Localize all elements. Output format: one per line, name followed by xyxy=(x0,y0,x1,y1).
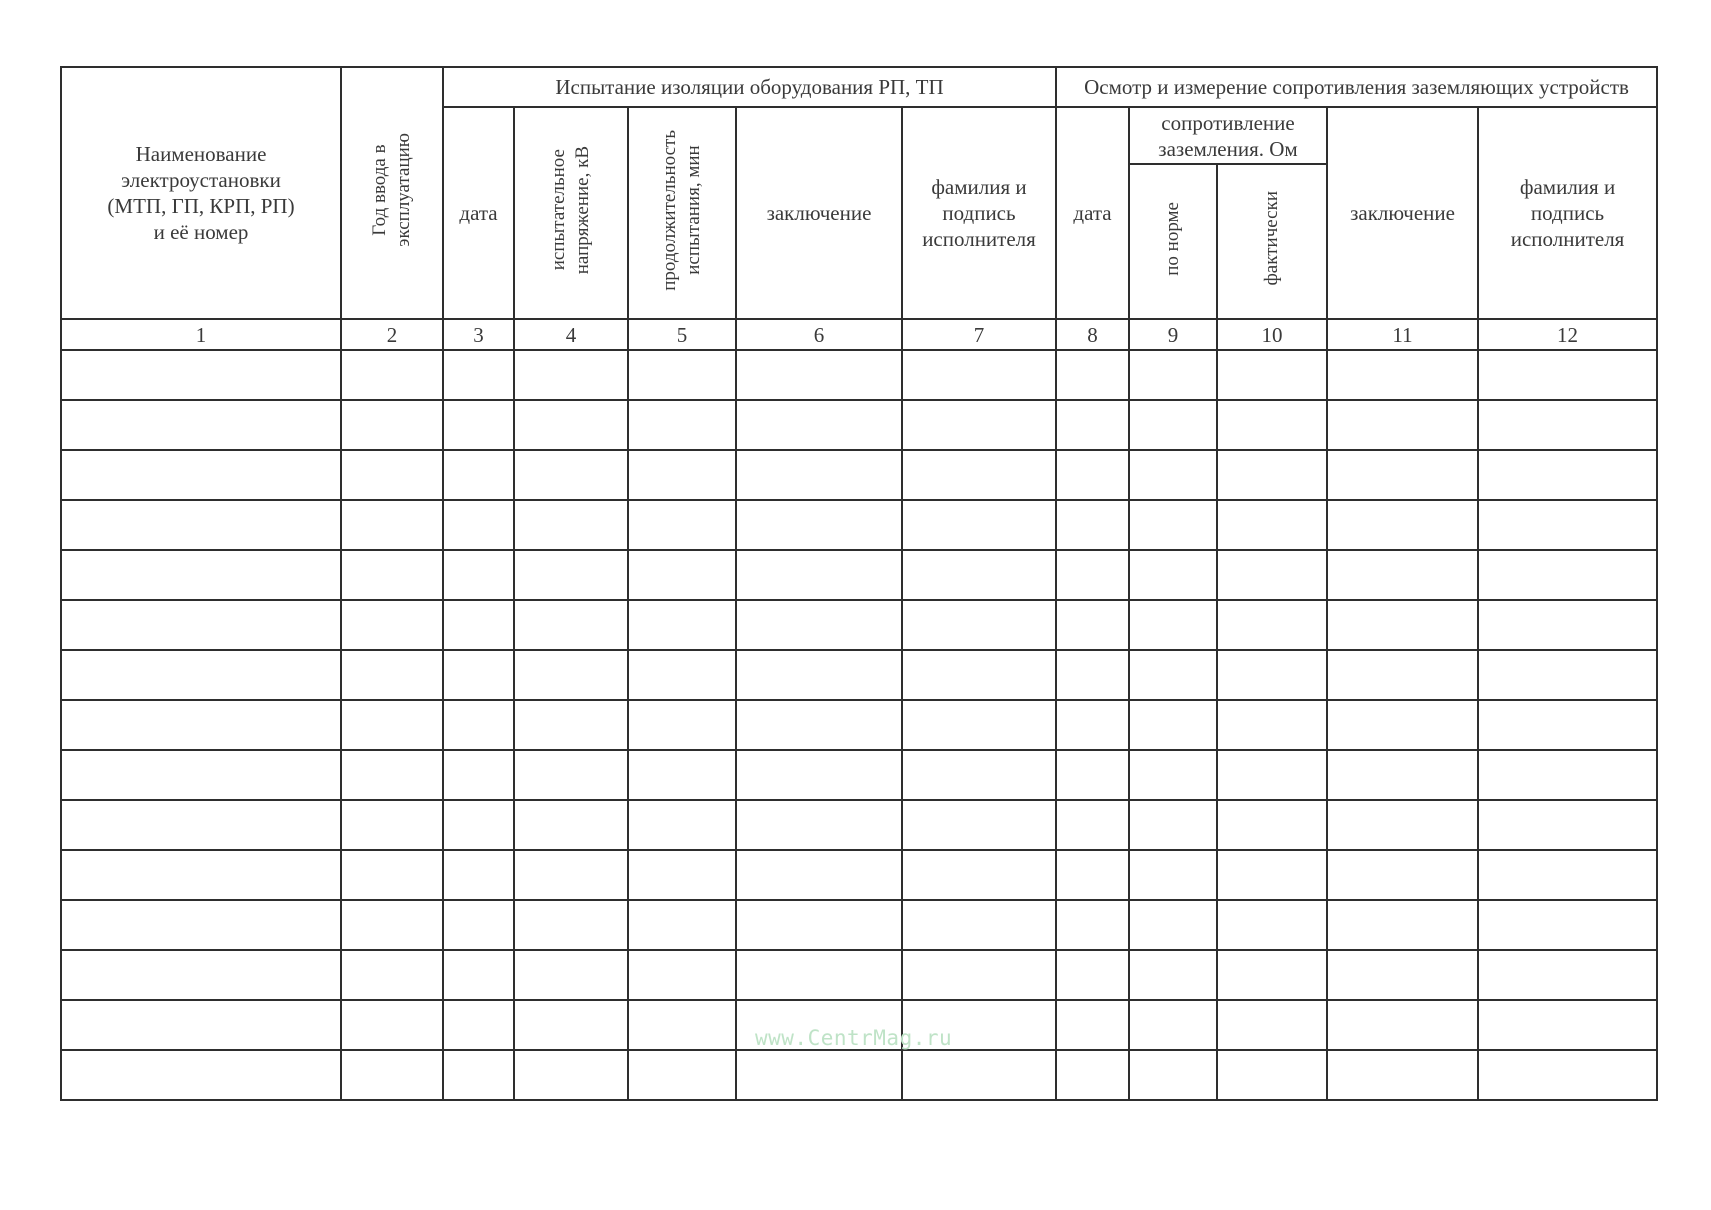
table-cell[interactable] xyxy=(1217,750,1327,800)
table-cell[interactable] xyxy=(1327,400,1478,450)
header-test-duration xyxy=(628,107,736,319)
table-cell[interactable] xyxy=(1129,350,1217,400)
table-cell[interactable] xyxy=(628,800,736,850)
table-cell[interactable] xyxy=(61,950,341,1000)
table-cell[interactable] xyxy=(1217,350,1327,400)
table-cell[interactable] xyxy=(443,400,514,450)
header-grounding-signature-text: фамилия и подпись исполнителя xyxy=(1510,175,1625,251)
table-cell[interactable] xyxy=(628,350,736,400)
column-number-cell: 10 xyxy=(1217,319,1327,350)
table-cell[interactable] xyxy=(1327,850,1478,900)
table-cell[interactable] xyxy=(514,800,628,850)
header-test-voltage-text: испытательное напряжение, кВ xyxy=(548,145,593,275)
table-cell[interactable] xyxy=(1478,350,1657,400)
table-cell[interactable] xyxy=(1327,900,1478,950)
table-cell[interactable] xyxy=(341,750,443,800)
table-cell[interactable] xyxy=(443,1050,514,1100)
table-cell[interactable] xyxy=(514,950,628,1000)
table-cell[interactable] xyxy=(1327,600,1478,650)
header-insulation-date: дата xyxy=(443,107,514,319)
table-cell[interactable] xyxy=(1129,550,1217,600)
header-commission-year-text: Год ввода в эксплуатацию xyxy=(369,133,414,247)
watermark-text: www.CentrMag.ru xyxy=(755,1026,953,1050)
table-cell[interactable] xyxy=(61,850,341,900)
column-number-row xyxy=(61,319,1657,350)
table-cell[interactable] xyxy=(1478,500,1657,550)
table-cell[interactable] xyxy=(1217,700,1327,750)
table-cell[interactable] xyxy=(1056,800,1129,850)
table-cell[interactable] xyxy=(514,450,628,500)
table-cell[interactable] xyxy=(443,650,514,700)
table-cell[interactable] xyxy=(1129,950,1217,1000)
table-cell[interactable] xyxy=(341,1050,443,1100)
header-insulation-signature-text: фамилия и подпись исполнителя xyxy=(922,175,1036,251)
table-cell[interactable] xyxy=(1056,550,1129,600)
table-cell[interactable] xyxy=(902,500,1056,550)
table-cell[interactable] xyxy=(1217,500,1327,550)
table-cell[interactable] xyxy=(514,1050,628,1100)
table-cell[interactable] xyxy=(1327,1000,1478,1050)
table-cell[interactable] xyxy=(61,900,341,950)
table-cell[interactable] xyxy=(1327,650,1478,700)
table-cell[interactable] xyxy=(1056,350,1129,400)
table-cell[interactable] xyxy=(443,450,514,500)
table-cell[interactable] xyxy=(443,700,514,750)
table-cell[interactable] xyxy=(514,1000,628,1050)
table-cell[interactable] xyxy=(61,750,341,800)
table-row xyxy=(61,900,1657,950)
table-row xyxy=(61,400,1657,450)
table-cell[interactable] xyxy=(902,700,1056,750)
column-number-cell: 12 xyxy=(1478,319,1657,350)
table-cell[interactable] xyxy=(628,850,736,900)
table-cell[interactable] xyxy=(736,450,902,500)
table-cell[interactable] xyxy=(443,350,514,400)
column-number-cell: 8 xyxy=(1056,319,1129,350)
table-row xyxy=(61,600,1657,650)
table-cell[interactable] xyxy=(902,850,1056,900)
header-test-duration-text: продолжительность испытания, мин xyxy=(659,129,704,291)
table-cell[interactable] xyxy=(1129,500,1217,550)
table-cell[interactable] xyxy=(1056,900,1129,950)
table-cell[interactable] xyxy=(1478,400,1657,450)
table-cell[interactable] xyxy=(341,600,443,650)
column-number-cell: 4 xyxy=(514,319,628,350)
table-cell[interactable] xyxy=(443,850,514,900)
table-cell[interactable] xyxy=(902,450,1056,500)
table-cell[interactable] xyxy=(1056,750,1129,800)
table-row xyxy=(61,700,1657,750)
table-cell[interactable] xyxy=(1129,450,1217,500)
header-grounding-resistance xyxy=(1129,107,1327,164)
table-cell[interactable] xyxy=(736,750,902,800)
table-cell[interactable] xyxy=(736,500,902,550)
table-cell[interactable] xyxy=(902,1050,1056,1100)
table-cell[interactable] xyxy=(61,1050,341,1100)
table-cell[interactable] xyxy=(736,900,902,950)
table-cell[interactable] xyxy=(1478,450,1657,500)
table-cell[interactable] xyxy=(443,600,514,650)
table-row xyxy=(61,750,1657,800)
table-cell[interactable] xyxy=(1478,750,1657,800)
header-group-grounding-inspection: Осмотр и измерение сопротивления заземляющих устройств xyxy=(1056,67,1657,107)
header-resistance-actual xyxy=(1217,164,1327,319)
table-cell[interactable] xyxy=(902,800,1056,850)
table-cell[interactable] xyxy=(443,500,514,550)
table-cell[interactable] xyxy=(514,400,628,450)
table-cell[interactable] xyxy=(1217,850,1327,900)
table-cell[interactable] xyxy=(1478,1050,1657,1100)
table-cell[interactable] xyxy=(443,550,514,600)
table-cell[interactable] xyxy=(61,600,341,650)
table-cell[interactable] xyxy=(1217,1000,1327,1050)
table-cell[interactable] xyxy=(61,500,341,550)
table-cell[interactable] xyxy=(341,850,443,900)
table-cell[interactable] xyxy=(1478,650,1657,700)
table-cell[interactable] xyxy=(1129,800,1217,850)
table-cell[interactable] xyxy=(61,650,341,700)
header-test-voltage xyxy=(514,107,628,319)
table-cell[interactable] xyxy=(736,700,902,750)
table-cell[interactable] xyxy=(1478,1000,1657,1050)
table-cell[interactable] xyxy=(628,400,736,450)
journal-table xyxy=(60,66,1658,1101)
table-cell[interactable] xyxy=(514,900,628,950)
table-cell[interactable] xyxy=(341,800,443,850)
table-row xyxy=(61,950,1657,1000)
table-cell[interactable] xyxy=(628,750,736,800)
table-cell[interactable] xyxy=(1327,950,1478,1000)
table-cell[interactable] xyxy=(1478,550,1657,600)
table-cell[interactable] xyxy=(514,550,628,600)
table-cell[interactable] xyxy=(902,350,1056,400)
table-cell[interactable] xyxy=(1327,550,1478,600)
table-cell[interactable] xyxy=(1129,700,1217,750)
table-cell[interactable] xyxy=(514,600,628,650)
table-cell[interactable] xyxy=(1217,800,1327,850)
table-cell[interactable] xyxy=(1129,400,1217,450)
table-cell[interactable] xyxy=(1129,850,1217,900)
header-commission-year xyxy=(341,67,443,319)
table-cell[interactable] xyxy=(443,950,514,1000)
table-cell[interactable] xyxy=(736,1050,902,1100)
table-cell[interactable] xyxy=(736,950,902,1000)
table-row xyxy=(61,1050,1657,1100)
table-row xyxy=(61,550,1657,600)
table-row xyxy=(61,350,1657,400)
header-grounding-conclusion: заключение xyxy=(1327,107,1478,319)
table-cell[interactable] xyxy=(61,350,341,400)
table-cell[interactable] xyxy=(628,700,736,750)
table-cell[interactable] xyxy=(1217,550,1327,600)
table-row xyxy=(61,500,1657,550)
table-cell[interactable] xyxy=(628,600,736,650)
table-cell[interactable] xyxy=(736,850,902,900)
table-cell[interactable] xyxy=(628,450,736,500)
table-cell[interactable] xyxy=(736,800,902,850)
table-cell[interactable] xyxy=(1056,650,1129,700)
header-insulation-signature xyxy=(902,107,1056,319)
table-cell[interactable] xyxy=(1217,1050,1327,1100)
table-cell[interactable] xyxy=(628,550,736,600)
table-row xyxy=(61,650,1657,700)
table-cell[interactable] xyxy=(628,500,736,550)
table-cell[interactable] xyxy=(341,350,443,400)
table-cell[interactable] xyxy=(1056,850,1129,900)
table-cell[interactable] xyxy=(443,1000,514,1050)
table-cell[interactable] xyxy=(1478,700,1657,750)
table-row xyxy=(61,850,1657,900)
table-cell[interactable] xyxy=(1478,800,1657,850)
table-cell[interactable] xyxy=(341,550,443,600)
column-number-cell: 7 xyxy=(902,319,1056,350)
table-cell[interactable] xyxy=(1056,500,1129,550)
table-cell[interactable] xyxy=(61,550,341,600)
table-cell[interactable] xyxy=(1478,600,1657,650)
header-installation-name-text: Наименование электроустановки (МТП, ГП, КРП, РП) и её номер xyxy=(107,142,295,244)
header-grounding-signature xyxy=(1478,107,1657,319)
table-row xyxy=(61,450,1657,500)
table-cell[interactable] xyxy=(341,450,443,500)
column-number-cell: 2 xyxy=(341,319,443,350)
table-cell[interactable] xyxy=(736,650,902,700)
table-cell[interactable] xyxy=(1217,900,1327,950)
table-cell[interactable] xyxy=(341,500,443,550)
table-cell[interactable] xyxy=(1056,450,1129,500)
table-cell[interactable] xyxy=(1056,700,1129,750)
table-cell[interactable] xyxy=(902,950,1056,1000)
table-cell[interactable] xyxy=(1217,650,1327,700)
table-cell[interactable] xyxy=(1327,350,1478,400)
table-cell[interactable] xyxy=(1327,700,1478,750)
table-cell[interactable] xyxy=(514,750,628,800)
table-cell[interactable] xyxy=(1056,1050,1129,1100)
table-cell[interactable] xyxy=(1129,1050,1217,1100)
table-cell[interactable] xyxy=(1056,600,1129,650)
table-cell[interactable] xyxy=(1217,600,1327,650)
table-cell[interactable] xyxy=(341,650,443,700)
table-cell[interactable] xyxy=(628,650,736,700)
table-cell[interactable] xyxy=(1056,400,1129,450)
table-cell[interactable] xyxy=(1478,950,1657,1000)
header-grounding-date: дата xyxy=(1056,107,1129,319)
table-cell[interactable] xyxy=(1217,950,1327,1000)
table-cell[interactable] xyxy=(902,550,1056,600)
table-cell[interactable] xyxy=(514,700,628,750)
table-cell[interactable] xyxy=(736,400,902,450)
table-cell[interactable] xyxy=(736,350,902,400)
column-number-cell: 3 xyxy=(443,319,514,350)
table-cell[interactable] xyxy=(61,400,341,450)
table-cell[interactable] xyxy=(1129,1000,1217,1050)
table-cell[interactable] xyxy=(514,850,628,900)
header-resistance-norm-text: по норме xyxy=(1162,201,1184,276)
table-cell[interactable] xyxy=(1056,950,1129,1000)
table-cell[interactable] xyxy=(1327,1050,1478,1100)
table-cell[interactable] xyxy=(61,450,341,500)
table-cell[interactable] xyxy=(341,900,443,950)
column-number-cell: 9 xyxy=(1129,319,1217,350)
table-cell[interactable] xyxy=(1327,500,1478,550)
table-cell[interactable] xyxy=(628,950,736,1000)
column-number-cell: 6 xyxy=(736,319,902,350)
table-cell[interactable] xyxy=(1217,450,1327,500)
table-cell[interactable] xyxy=(1327,750,1478,800)
table-cell[interactable] xyxy=(443,750,514,800)
column-number-cell: 5 xyxy=(628,319,736,350)
table-cell[interactable] xyxy=(902,400,1056,450)
table-cell[interactable] xyxy=(1217,400,1327,450)
header-group-insulation-test: Испытание изоляции оборудования РП, ТП xyxy=(443,67,1056,107)
table-cell[interactable] xyxy=(1478,900,1657,950)
column-number-cell: 1 xyxy=(61,319,341,350)
header-resistance-norm xyxy=(1129,164,1217,319)
table-cell[interactable] xyxy=(514,650,628,700)
table-cell[interactable] xyxy=(1056,1000,1129,1050)
column-number-cell: 11 xyxy=(1327,319,1478,350)
table-cell[interactable] xyxy=(1129,900,1217,950)
header-grounding-resistance-text: сопротивление заземления. Ом xyxy=(1158,110,1298,161)
table-cell[interactable] xyxy=(628,1050,736,1100)
table-cell[interactable] xyxy=(1327,800,1478,850)
table-cell[interactable] xyxy=(902,900,1056,950)
table-cell[interactable] xyxy=(736,600,902,650)
table-cell[interactable] xyxy=(902,750,1056,800)
table-cell[interactable] xyxy=(628,900,736,950)
table-cell[interactable] xyxy=(61,800,341,850)
table-cell[interactable] xyxy=(443,800,514,850)
table-cell[interactable] xyxy=(341,1000,443,1050)
table-cell[interactable] xyxy=(902,600,1056,650)
table-cell[interactable] xyxy=(514,350,628,400)
table-cell[interactable] xyxy=(341,700,443,750)
table-cell[interactable] xyxy=(514,500,628,550)
table-cell[interactable] xyxy=(1129,750,1217,800)
table-cell[interactable] xyxy=(61,700,341,750)
header-resistance-actual-text: фактически xyxy=(1261,191,1283,286)
table-cell[interactable] xyxy=(341,950,443,1000)
table-cell[interactable] xyxy=(1129,650,1217,700)
header-insulation-conclusion: заключение xyxy=(736,107,902,319)
table-cell[interactable] xyxy=(628,1000,736,1050)
table-cell[interactable] xyxy=(341,400,443,450)
table-cell[interactable] xyxy=(736,550,902,600)
table-row xyxy=(61,800,1657,850)
header-installation-name xyxy=(61,67,341,319)
table-cell[interactable] xyxy=(1478,850,1657,900)
table-cell[interactable] xyxy=(1129,600,1217,650)
table-cell[interactable] xyxy=(443,900,514,950)
table-cell[interactable] xyxy=(1327,450,1478,500)
table-cell[interactable] xyxy=(902,650,1056,700)
table-cell[interactable] xyxy=(61,1000,341,1050)
